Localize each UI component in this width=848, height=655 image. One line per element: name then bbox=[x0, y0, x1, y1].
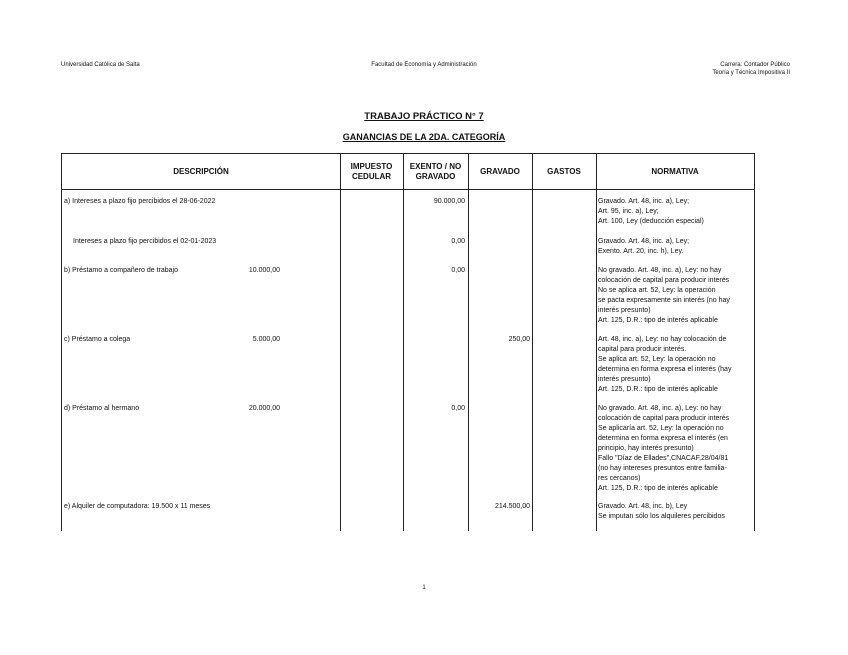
col-divider bbox=[340, 154, 341, 531]
row-normativa bbox=[598, 502, 725, 522]
row-exento: 90.000,00 bbox=[433, 198, 465, 205]
header-university: Universidad Católica de Salta bbox=[61, 62, 140, 68]
normativa-line: Art. 95, inc. a), Ley; bbox=[598, 208, 659, 215]
col-header-gastos: GASTOS bbox=[547, 166, 581, 176]
normativa-line: (no hay intereses presuntos entre familia- bbox=[598, 465, 727, 472]
normativa-line: determina en forma expresa el interés (hay bbox=[598, 366, 732, 373]
col-header-descripcion: DESCRIPCIÓN bbox=[173, 166, 229, 176]
normativa-line: Art. 100, Ley (deducción especial) bbox=[598, 218, 704, 225]
normativa-line: Art. 125, D.R.: tipo de interés aplicable bbox=[598, 485, 718, 492]
normativa-line: Se imputan sólo los alquileres percibidos bbox=[598, 513, 725, 520]
normativa-line: capital para producir interés. bbox=[598, 346, 687, 353]
col-header-exento-line2: GRAVADO bbox=[415, 171, 456, 181]
normativa-line: interés presunto) bbox=[598, 307, 651, 314]
row-normativa bbox=[598, 197, 704, 227]
col-divider bbox=[596, 154, 597, 531]
row-normativa bbox=[598, 335, 731, 395]
col-header-gravado: GRAVADO bbox=[480, 166, 520, 176]
normativa-line: No gravado. Art. 48, inc. a), Ley: no hay bbox=[598, 405, 722, 412]
col-header-normativa: NORMATIVA bbox=[651, 166, 699, 176]
row-exento: 0,00 bbox=[451, 238, 465, 245]
row-normativa bbox=[598, 404, 729, 494]
row-descripcion: e) Alquiler de computadora: 19.500 x 11 meses bbox=[64, 503, 211, 510]
normativa-line: colocación de capital para producir interés bbox=[598, 415, 730, 422]
col-divider bbox=[754, 154, 755, 531]
normativa-line: No se aplica art. 52, Ley: la operación bbox=[598, 287, 716, 294]
normativa-line: Se aplica art. 52, Ley: la operación no bbox=[598, 356, 716, 363]
col-header-exento-line1: EXENTO / NO bbox=[409, 161, 462, 171]
normativa-line: Art. 125, D.R.: tipo de interés aplicable bbox=[598, 386, 718, 393]
normativa-line: Gravado. Art. 48, inc. b), Ley bbox=[598, 503, 688, 510]
row-gravado: 250,00 bbox=[508, 336, 530, 343]
normativa-line: Art. 48, inc. a), Ley: no hay colocación de bbox=[598, 336, 727, 343]
row-exento: 0,00 bbox=[451, 267, 465, 274]
col-header-impuesto-line2: CEDULAR bbox=[351, 171, 392, 181]
row-monto: 5.000,00 bbox=[252, 336, 280, 343]
normativa-line: colocación de capital para producir interés bbox=[598, 277, 730, 284]
document-subtitle: GANANCIAS DE LA 2DA. CATEGORÍA bbox=[342, 132, 506, 142]
header-career bbox=[712, 61, 790, 77]
header-faculty: Facultad de Economía y Administración bbox=[371, 62, 477, 68]
normativa-line: interés presunto) bbox=[598, 376, 651, 383]
row-gravado: 214.500,00 bbox=[494, 503, 530, 510]
col-header-impuesto bbox=[340, 154, 403, 189]
normativa-line: se pacta expresamente sin interés (no hay bbox=[598, 297, 730, 304]
row-normativa bbox=[598, 266, 730, 326]
normativa-line: Fallo "Díaz de Ellades",CNACAF,28/04/81 bbox=[598, 455, 729, 462]
row-exento: 0,00 bbox=[451, 405, 465, 412]
row-descripcion: Intereses a plazo fijo percibidos el 02-01-2023 bbox=[73, 238, 217, 245]
col-divider bbox=[403, 154, 404, 531]
page-number: 1 bbox=[422, 585, 426, 591]
row-descripcion: d) Préstamo al hermano bbox=[64, 405, 140, 412]
col-header-impuesto-line1: IMPUESTO bbox=[350, 161, 393, 171]
normativa-line: determina en forma expresa el interés (en bbox=[598, 435, 728, 442]
normativa-line: No gravado. Art. 48, inc. a), Ley: no hay bbox=[598, 267, 722, 274]
normativa-line: Se aplicaría art. 52, Ley: la operación no bbox=[598, 425, 724, 432]
earnings-table bbox=[61, 153, 755, 531]
row-monto: 20.000,00 bbox=[248, 405, 280, 412]
header-career-line2: Teoría y Técnica Impositiva II bbox=[712, 70, 790, 76]
row-descripcion: c) Préstamo a colega bbox=[64, 336, 131, 343]
row-normativa bbox=[598, 237, 689, 257]
normativa-line: principio, hay interés presunto) bbox=[598, 445, 694, 452]
row-descripcion: b) Préstamo a compañero de trabajo bbox=[64, 267, 179, 274]
row-descripcion: a) Intereses a plazo fijo percibidos el 28-06-2022 bbox=[64, 198, 216, 205]
normativa-line: Gravado. Art. 48, inc. a), Ley; bbox=[598, 238, 690, 245]
header-career-line1: Carrera: Contador Público bbox=[720, 62, 790, 68]
normativa-line: Art. 125, D.R.: tipo de interés aplicable bbox=[598, 317, 718, 324]
col-header-exento bbox=[403, 154, 468, 189]
col-divider bbox=[532, 154, 533, 531]
normativa-line: Exento. Art. 20, inc. h), Ley. bbox=[598, 248, 684, 255]
document-title: TRABAJO PRÁCTICO N° 7 bbox=[364, 111, 484, 122]
row-monto: 10.000,00 bbox=[248, 267, 280, 274]
normativa-line: res cercanos) bbox=[598, 475, 641, 482]
header-divider bbox=[62, 189, 755, 190]
normativa-line: Gravado. Art. 48, inc. a), Ley; bbox=[598, 198, 690, 205]
